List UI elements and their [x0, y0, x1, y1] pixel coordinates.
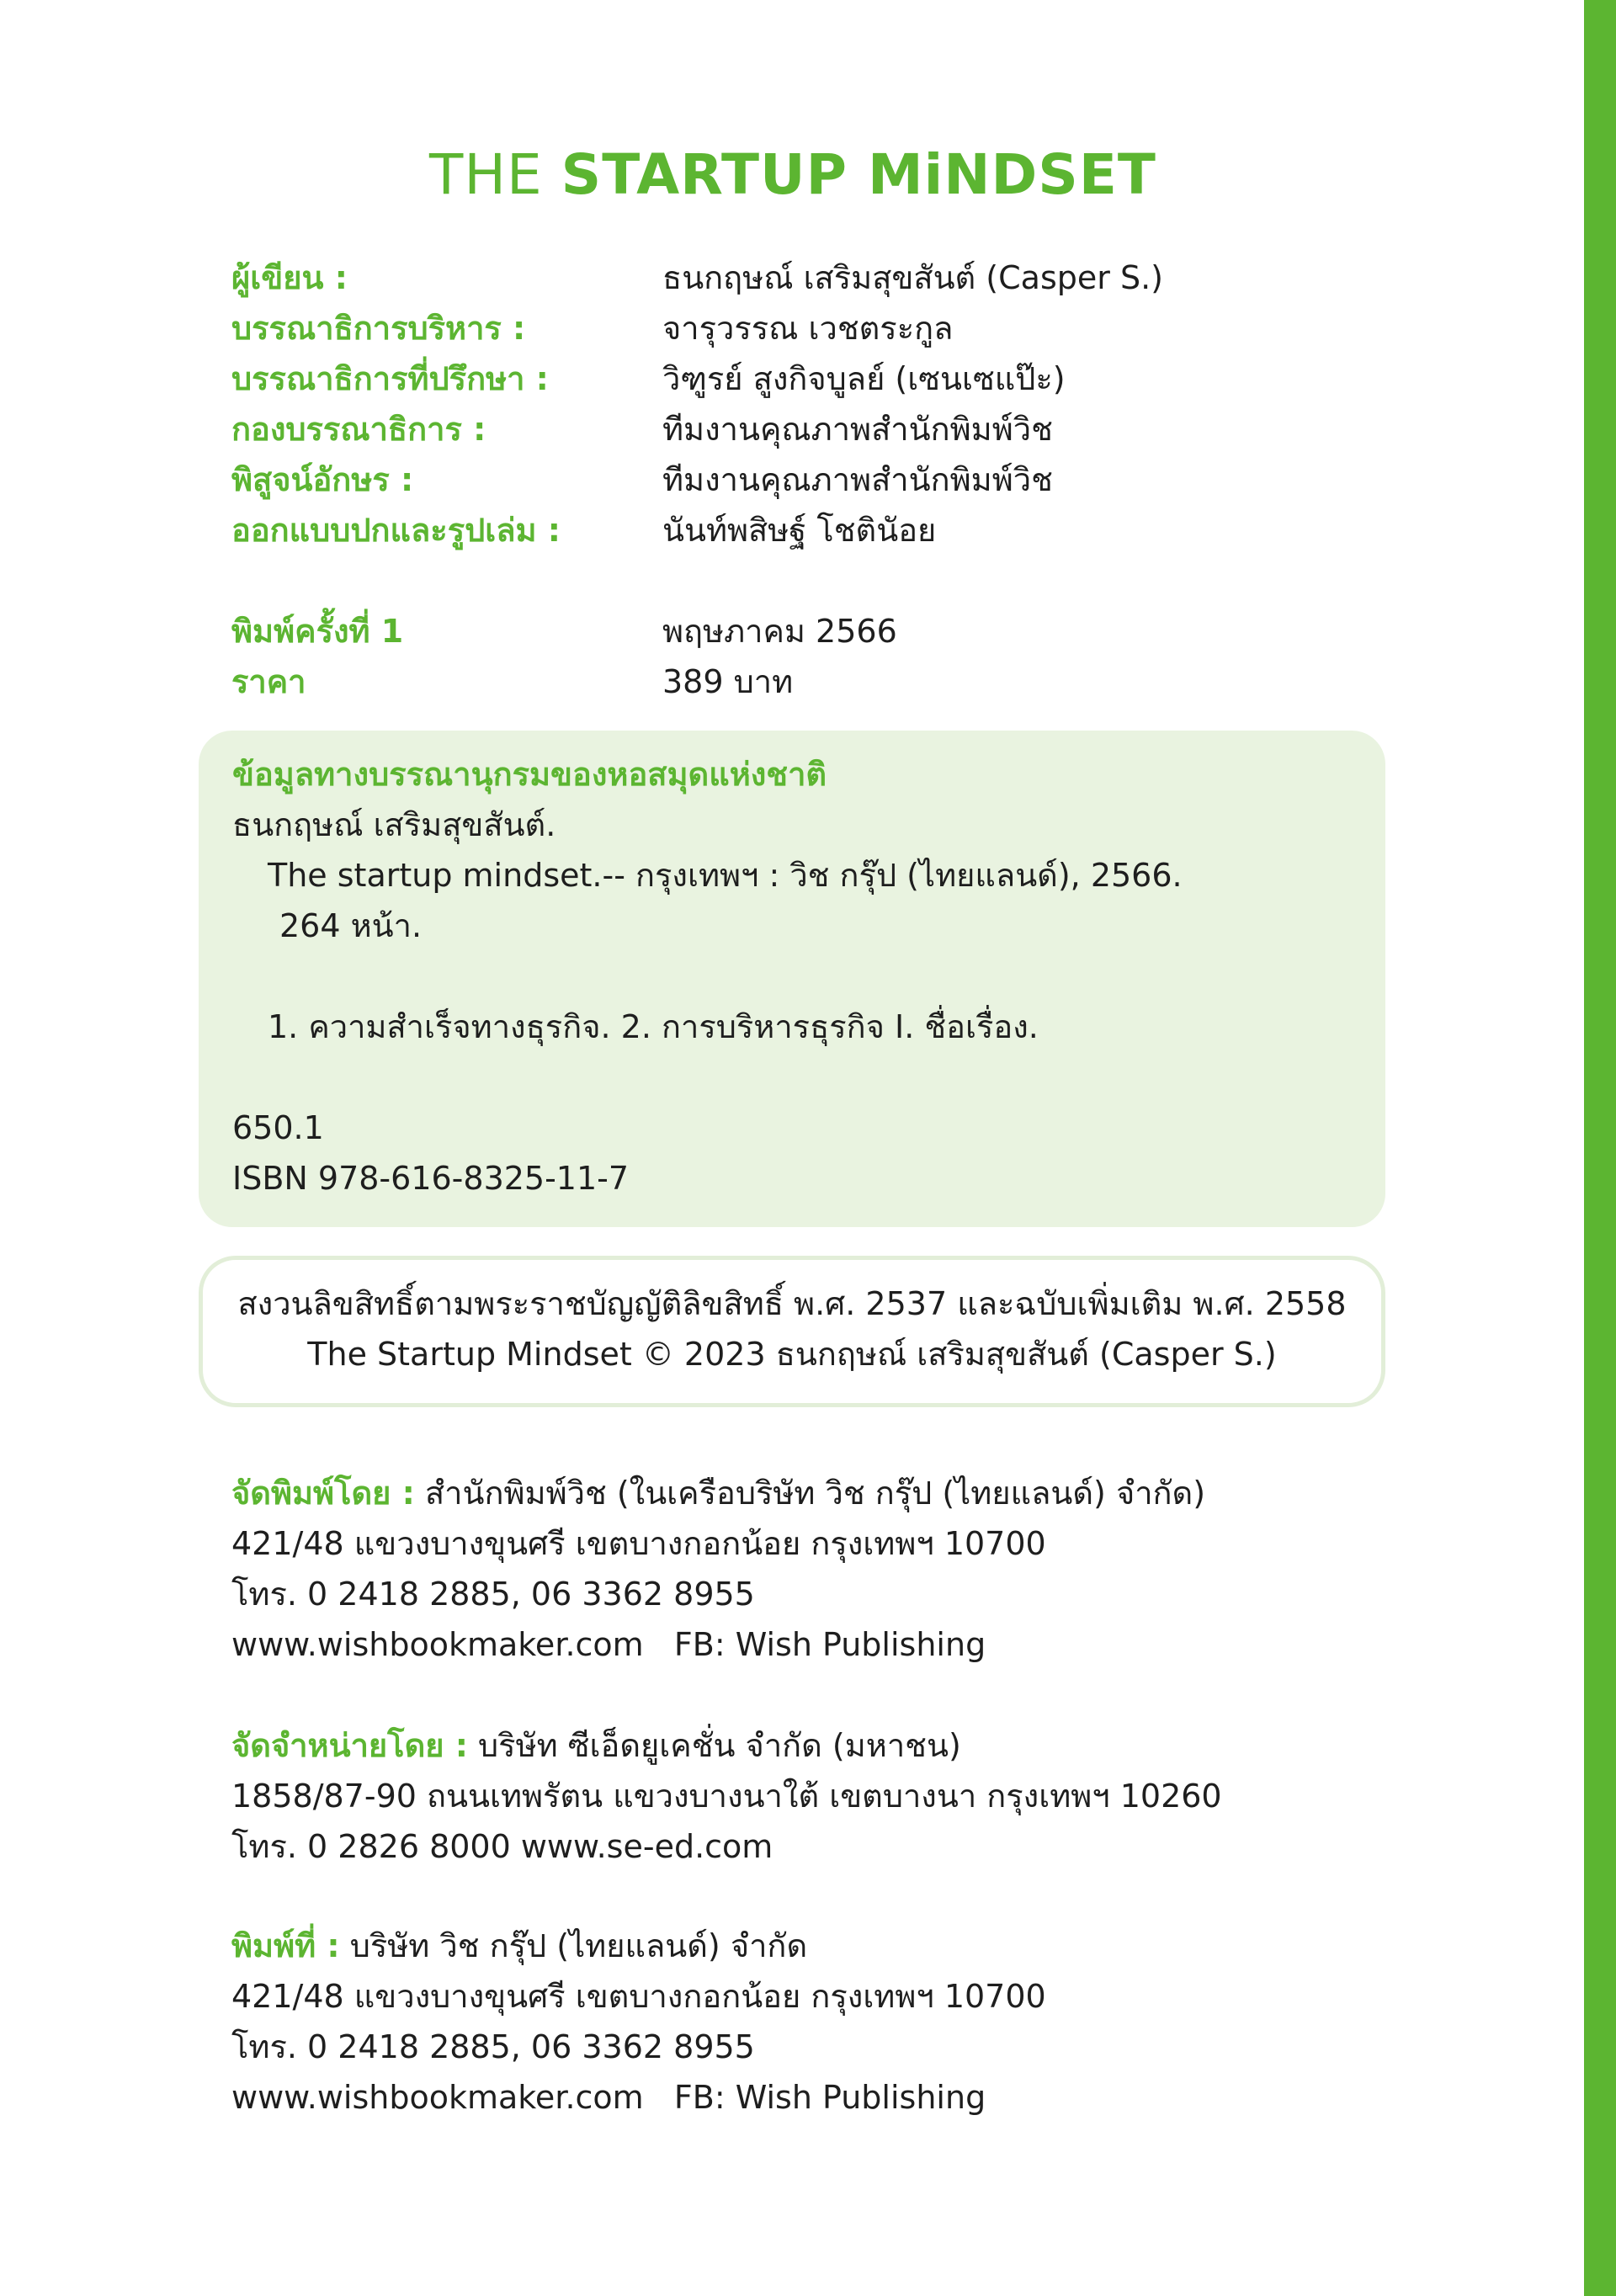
printer-web: www.wishbookmaker.com FB: Wish Publishing [231, 2079, 986, 2116]
publisher-phone: โทร. 0 2418 2885, 06 3362 8955 [231, 1576, 755, 1613]
copyright-line-1: สงวนลิขสิทธิ์ตามพระราชบัญญัติลิขสิทธิ์ พ.ศ. 2537 และฉบับเพิ่มเติม พ.ศ. 2558 [237, 1285, 1347, 1322]
publisher-section [231, 1468, 1494, 1670]
credit-value: วิฑูรย์ สูงกิจบูลย์ (เซนเซแป๊ะ) [662, 360, 1066, 397]
distributor-name: บริษัท ซีเอ็ดยูเคชั่น จำกัด (มหาชน) [467, 1727, 961, 1764]
credits-section [231, 252, 1494, 707]
credit-label: พิสูจน์อักษร : [231, 461, 414, 498]
publisher-label: จัดพิมพ์โดย : [231, 1475, 415, 1512]
credit-row-executive-editor [231, 303, 1494, 353]
printer-address: 421/48 แขวงบางขุนศรี เขตบางกอกน้อย กรุงเทพฯ 10700 [231, 1978, 1046, 2015]
catalog-author: ธนกฤษณ์ เสริมสุขสันต์. [232, 806, 556, 843]
book-title [0, 141, 1586, 209]
credit-row-designer [231, 505, 1494, 555]
credit-label: บรรณาธิการบริหาร : [231, 310, 526, 347]
catalog-pages: 264 หน้า. [279, 907, 423, 944]
catalog-classification: 650.1 [232, 1109, 324, 1146]
credit-value: จารุวรรณ เวชตระกูล [662, 310, 954, 347]
edition-label: พิมพ์ครั้งที่ 1 [231, 613, 404, 650]
printer-heading [231, 1921, 1494, 1971]
catalog-isbn: ISBN 978-616-8325-11-7 [232, 1160, 630, 1197]
distributor-section [231, 1720, 1494, 1872]
catalog-info-box [199, 731, 1385, 1227]
credit-label: บรรณาธิการที่ปรึกษา : [231, 360, 549, 397]
distributor-address: 1858/87-90 ถนนเทพรัตน แขวงบางนาใต้ เขตบางนา กรุงเทพฯ 10260 [231, 1778, 1222, 1815]
distributor-label: จัดจำหน่ายโดย : [231, 1727, 468, 1764]
distributor-heading [231, 1720, 1494, 1771]
credit-label: กองบรรณาธิการ : [231, 411, 486, 448]
printer-label: พิมพ์ที่ : [231, 1927, 340, 1964]
side-accent-bar [1584, 0, 1616, 2296]
catalog-book: The startup mindset.-- กรุงเทพฯ : วิช กรุ๊ป (ไทยแลนด์), 2566. [268, 857, 1183, 894]
price-value: 389 บาท [662, 663, 794, 700]
spacer [231, 555, 1494, 606]
credit-row-author [231, 252, 1494, 303]
credit-value: ทีมงานคุณภาพสำนักพิมพ์วิช [662, 411, 1053, 448]
publisher-heading [231, 1468, 1494, 1518]
credit-row-proofreader [231, 454, 1494, 505]
publisher-name: สำนักพิมพ์วิช (ในเครือบริษัท วิช กรุ๊ป (ไทยแลนด์) จำกัด) [414, 1475, 1206, 1512]
distributor-phone: โทร. 0 2826 8000 www.se-ed.com [231, 1828, 773, 1865]
spacer [232, 1052, 1385, 1103]
book-title-light: THE [429, 142, 561, 207]
publisher-web: www.wishbookmaker.com FB: Wish Publishing [231, 1626, 986, 1663]
price-label: ราคา [231, 663, 306, 700]
printer-section [231, 1921, 1494, 2123]
printer-phone: โทร. 0 2418 2885, 06 3362 8955 [231, 2028, 755, 2065]
credit-value: ธนกฤษณ์ เสริมสุขสันต์ (Casper S.) [662, 259, 1163, 296]
catalog-title: ข้อมูลทางบรรณานุกรมของหอสมุดแห่งชาติ [232, 756, 827, 793]
credit-value: ทีมงานคุณภาพสำนักพิมพ์วิช [662, 461, 1053, 498]
credit-row-advisory-editor [231, 353, 1494, 404]
credit-row-editorial-team [231, 404, 1494, 454]
spacer [232, 951, 1385, 1002]
publisher-address: 421/48 แขวงบางขุนศรี เขตบางกอกน้อย กรุงเทพฯ 10700 [231, 1525, 1046, 1562]
catalog-subjects: 1. ความสำเร็จทางธุรกิจ. 2. การบริหารธุรกิจ I. ชื่อเรื่อง. [268, 1008, 1039, 1045]
edition-row [231, 606, 1494, 656]
price-row [231, 656, 1494, 707]
printer-name: บริษัท วิช กรุ๊ป (ไทยแลนด์) จำกัด [339, 1927, 808, 1964]
credit-label: ผู้เขียน : [231, 259, 348, 296]
edition-value: พฤษภาคม 2566 [662, 613, 897, 650]
credit-label: ออกแบบปกและรูปเล่ม : [231, 512, 561, 549]
book-title-bold: STARTUP MiNDSET [561, 142, 1156, 207]
credit-value: นันท์พสิษฐ์ โชตินัอย [662, 512, 937, 549]
copyright-box [199, 1256, 1385, 1407]
copyright-line-2: The Startup Mindset © 2023 ธนกฤษณ์ เสริมสุขสันต์ (Casper S.) [307, 1336, 1277, 1373]
